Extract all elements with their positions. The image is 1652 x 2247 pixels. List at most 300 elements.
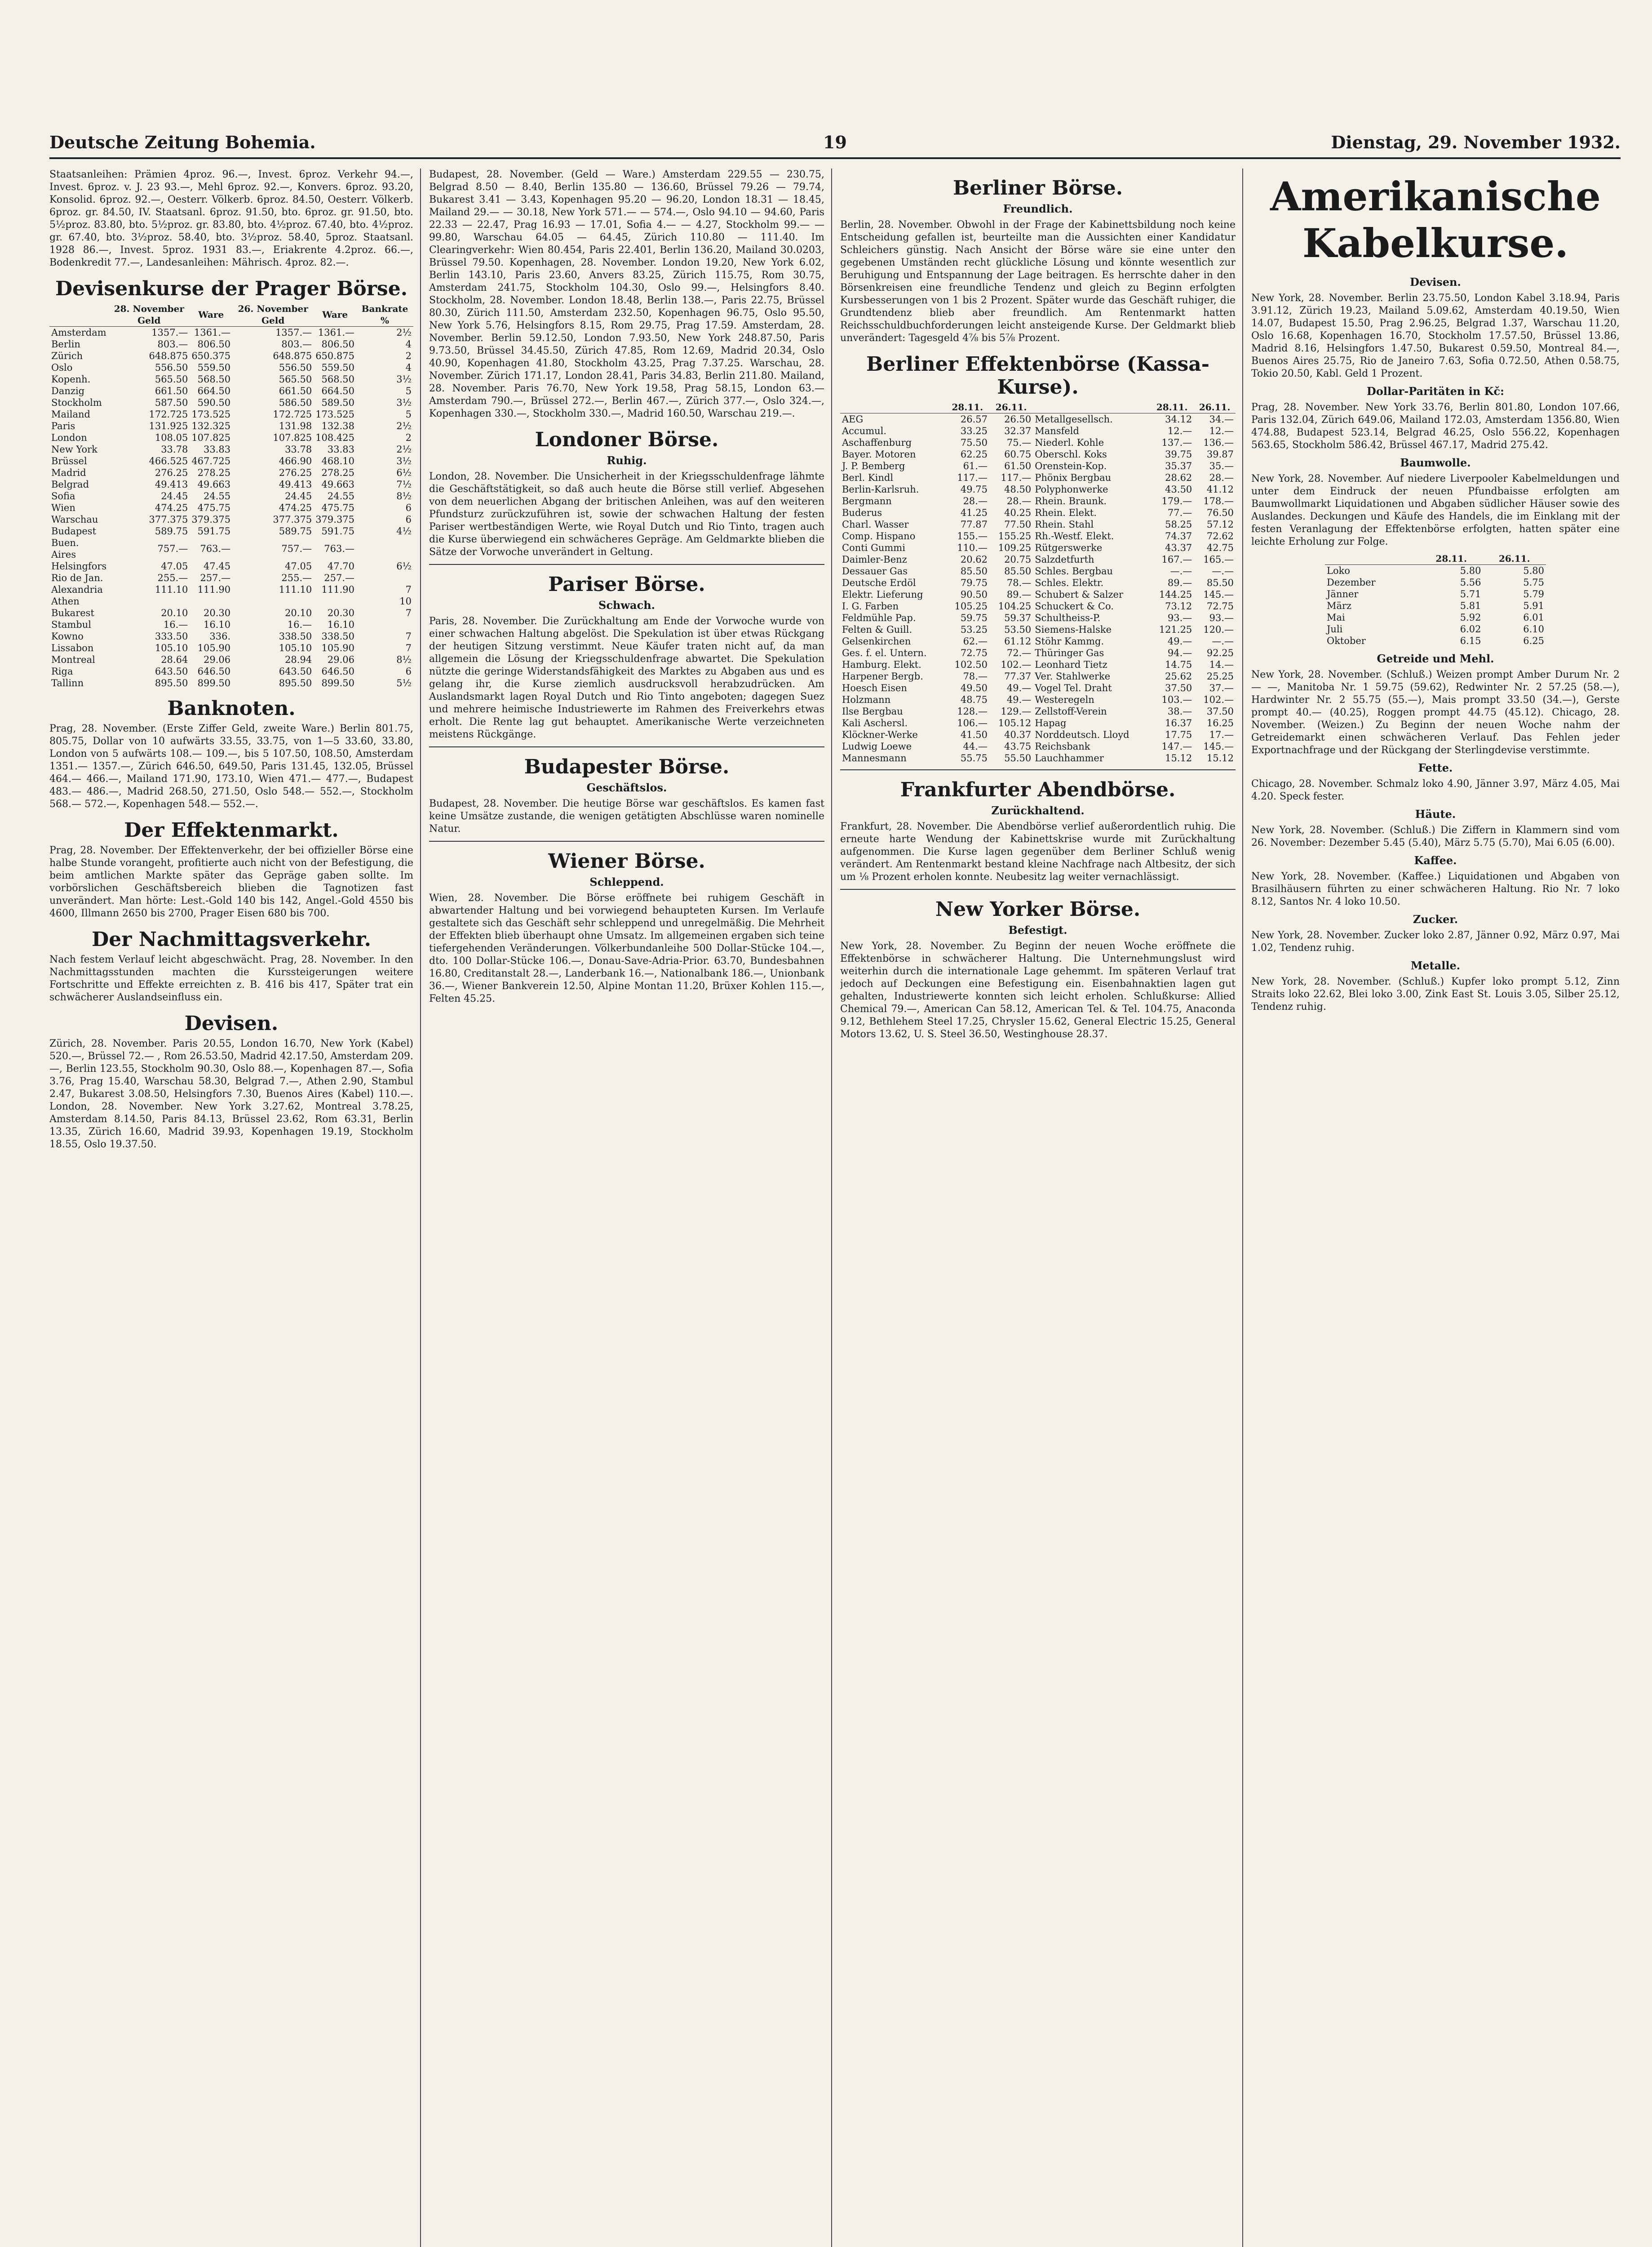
table-cell: 24.55 bbox=[327, 491, 355, 502]
table-cell: Lissabon bbox=[51, 643, 94, 653]
table-cell: 14.— bbox=[1209, 659, 1234, 670]
table-cell: 59.75 bbox=[960, 613, 988, 623]
auslandsdevisen-text: Budapest, 28. November. (Geld — Ware.) Amsterdam 229.55 — 230.75, Belgrad 8.50 — 8.40, Berlin 135.80 — 136.60, Brüssel 79.26 — 79.74, Bukarest 3.41 — 3.43, Kopenhagen 95.20 — 96.20, London 18.31 — 18.45, Mailand 29.— — 30.18, New York 571.— — 574.—, Oslo 94.10 — 94.60, Paris 22.33 — 22.47, Prag 16.93 — 17.01, Sofia 4.— — 4.27, Stockholm 99.— — 99.80, Warschau 64.05 — 64.45, Zürich 110.80 — 111.40. Im Clearingverkehr: Wien 80.454, Paris 22.401, Berlin 136.20, Mailand 30.0203, Brüssel 79.50. Kopenhagen, 28. November. London 19.20, New York 6.02, Berlin 143.10, Paris 23.60, Anvers 83.25, Zürich 115.75, Rom 30.75, Amsterdam 241.75, Stockholm 104.30, Oslo 99.—, Helsingfors 8.40. Stockholm, 28. November. London 18.48, Berlin 138.—, Paris 22.75, Brüssel 80.30, Zürich 111.50, Amsterdam 232.50, Kopenhagen 96.75, Oslo 95.50, New York 5.76, Helsingfors 8.15, Rom 29.75, Prag 17.59. Amsterdam, 28. November. Berlin 59.12.50, London 7.93.50, New York 248.87.50, Paris 9.73.50, Brüssel 34.45.50, Zürich 47.85, Rom 12.69, Madrid 20.34, Oslo 40.90, Kopenhagen 41.80, Stockholm 43.25, Prag 7.37.25. Warschau, 28. November. Zürich 171.17, London 28.41, Paris 34.83, Berlin 211.80. Mailand, 28. November. Paris 76.70, New York 19.58, Prag 58.15, London 63.— Amsterdam 790.—, Brüssel 272.—, Berlin 467.—, Zürich 377.—, Oslo 324.—, Kopenhagen 330.—, Stockholm 330.—, Madrid 160.50, Warschau 219.—. bbox=[429, 169, 824, 419]
rate-row bbox=[49, 502, 413, 514]
table-cell: 5.80 bbox=[1460, 565, 1481, 576]
table-cell: Tallinn bbox=[51, 678, 84, 688]
table-cell: 6.15 bbox=[1460, 635, 1481, 646]
table-cell: 3½ bbox=[396, 456, 412, 466]
table-cell: 131.925 bbox=[149, 421, 188, 431]
table-cell: 895.50 bbox=[155, 678, 188, 688]
table-cell: Sofia bbox=[51, 491, 75, 502]
table-cell: Bukarest bbox=[51, 608, 94, 618]
table-cell: 648.875 bbox=[273, 351, 312, 361]
table-cell: Gelsenkirchen bbox=[842, 636, 911, 647]
table-cell: Bergmann bbox=[842, 496, 892, 506]
table-cell: 178.— bbox=[1203, 496, 1234, 506]
table-cell: 110.— bbox=[957, 542, 988, 553]
table-cell: 5 bbox=[405, 386, 412, 396]
table-cell: Conti Gummi bbox=[842, 542, 905, 553]
table-cell: 16.37 bbox=[1165, 718, 1192, 728]
table-cell: Schultheiss-P. bbox=[1035, 613, 1101, 623]
table-cell: 565.50 bbox=[279, 374, 312, 385]
rate-row bbox=[49, 514, 413, 525]
table-cell: 105.10 bbox=[279, 643, 312, 653]
table-cell: 108.05 bbox=[155, 432, 188, 443]
column-header: 26. November Geld bbox=[232, 303, 314, 327]
metalle-subheading: Metalle. bbox=[1410, 959, 1461, 972]
table-cell: 77.37 bbox=[1004, 671, 1032, 682]
table-cell: 7 bbox=[405, 584, 412, 595]
stock-row bbox=[840, 682, 1236, 694]
table-cell: Hoesch Eisen bbox=[842, 683, 907, 693]
rate-row bbox=[49, 537, 413, 560]
rate-row bbox=[49, 373, 413, 385]
table-cell: Harpener Bergb. bbox=[842, 671, 923, 682]
paritaeten-subheading: Dollar-Paritäten in Kč: bbox=[1367, 385, 1504, 398]
stock-row bbox=[840, 600, 1236, 612]
table-cell: Kowno bbox=[51, 631, 84, 642]
stock-price-table bbox=[840, 401, 1236, 764]
table-cell: 49.413 bbox=[279, 479, 312, 490]
table-cell: 111.90 bbox=[197, 584, 231, 595]
table-cell: 20.75 bbox=[1004, 554, 1032, 565]
stock-row bbox=[840, 694, 1236, 706]
table-cell: 899.50 bbox=[321, 678, 355, 688]
table-cell: Rh.-Westf. Elekt. bbox=[1035, 531, 1114, 542]
table-cell: 53.25 bbox=[960, 624, 988, 635]
london-tendency: Ruhig. bbox=[607, 454, 647, 467]
table-cell: Bayer. Motoren bbox=[842, 449, 916, 460]
table-cell: 165.— bbox=[1203, 554, 1234, 565]
table-cell: 14.75 bbox=[1165, 659, 1192, 670]
table-cell: J. P. Bemberg bbox=[842, 461, 905, 471]
wien-text: Wien, 28. November. Die Börse eröffnete bei ruhigem Geschäft in abwartender Haltung und bei vorwiegend behaupteten Kursen. Im Verlaufe gestaltete sich das Geschäft sehr schleppend und unregelmäßig. Die Mehrheit der Effekten blieb überhaupt ohne Umsatz. Im allgemeinen ergaben sich teine tiefergehenden Veränderungen. Völkerbundanleihe 500 Dollar-Stücke 104.—, dto. 100 Dollar-Stücke 106.—, Donau-Save-Adria-Prior. 63.70, Bundesbahnen 16.80, Creditanstalt 28.—, Landerbank 16.—, Nationalbank 186.—, Unionbank 36.—, Wiener Bankverein 12.50, Alpine Montan 11.20, Brüxer Kohlen 115.—, Felten 45.25. bbox=[429, 893, 824, 1004]
table-cell: Oslo bbox=[51, 362, 73, 373]
wien-tendency: Schleppend. bbox=[589, 875, 664, 888]
table-cell: 587.50 bbox=[155, 397, 188, 408]
table-cell: I. G. Farben bbox=[842, 601, 899, 612]
table-cell: 648.875 bbox=[149, 351, 188, 361]
stock-row bbox=[840, 425, 1236, 437]
table-cell: 28.64 bbox=[161, 654, 188, 665]
table-cell: 565.50 bbox=[155, 374, 188, 385]
table-cell: 105.90 bbox=[197, 643, 231, 653]
rate-row bbox=[49, 467, 413, 479]
table-cell: 105.10 bbox=[155, 643, 188, 653]
table-cell: März bbox=[1327, 600, 1352, 611]
table-cell: 25.62 bbox=[1165, 671, 1192, 682]
stock-row bbox=[840, 554, 1236, 565]
table-cell: AEG bbox=[842, 414, 864, 425]
table-cell: 589.75 bbox=[279, 526, 312, 537]
stock-row bbox=[840, 706, 1236, 717]
table-cell: 5.80 bbox=[1523, 565, 1544, 576]
table-cell: 167.— bbox=[1161, 554, 1192, 565]
london-text: London, 28. November. Die Unsicherheit in der Kriegsschuldenfrage lähmte die Geschäftstätigkeit, so daß auch heute die Börse still verlief. Abgesehen von dem neuerlichen Abgang der britischen Anleihen, was auf den weiteren Pfundsturz zurückzuführen ist, sowie der schwachen Haltung der festen Pariser wertbeständigen Werte, wie Royal Dutch und Rio Tinto, tragen auch die Kurse überwiegend ein schwächeres Gepräge. Am Geldmarkte blieben die Sätze der Vorwoche unverändert in Geltung. bbox=[429, 471, 824, 558]
table-cell: Schuckert & Co. bbox=[1035, 601, 1114, 612]
table-cell: 3½ bbox=[396, 374, 412, 385]
table-cell: 17.75 bbox=[1165, 729, 1192, 740]
table-cell: Polyphonwerke bbox=[1035, 484, 1108, 495]
table-cell: 102.— bbox=[1001, 659, 1032, 670]
table-cell: 117.— bbox=[1001, 472, 1032, 483]
table-cell: 109.25 bbox=[998, 542, 1032, 553]
table-cell: 5½ bbox=[396, 678, 412, 688]
table-cell: Stöhr Kammg. bbox=[1035, 636, 1104, 647]
table-cell: 4½ bbox=[396, 526, 412, 537]
rate-row bbox=[49, 327, 413, 339]
table-cell: Rütgerswerke bbox=[1035, 542, 1103, 553]
table-cell: 559.50 bbox=[197, 362, 231, 373]
table-cell: Zürich bbox=[51, 351, 83, 361]
table-cell: 85.50 bbox=[1206, 577, 1234, 588]
column-header: 26.11. bbox=[989, 401, 1033, 413]
table-cell: 803.— bbox=[281, 339, 312, 350]
column-header: 26.11. bbox=[1483, 553, 1546, 565]
table-cell: 72.75 bbox=[1206, 601, 1234, 612]
table-cell: 49.— bbox=[1006, 683, 1032, 693]
table-cell: 33.25 bbox=[960, 426, 988, 436]
table-cell: 85.50 bbox=[1004, 566, 1032, 577]
table-cell bbox=[356, 537, 413, 560]
table-cell: 474.25 bbox=[155, 502, 188, 513]
effektenmarkt-text: Prag, 28. November. Der Effektenverkehr, der bei offizieller Börse eine halbe Stunde vorangeht, profitierte auch nicht von der Befestigung, die beim amtlichen Markte später das Gepräge gaben sollte. Im vorbörslichen Geschäftsbereich blieben die Tagnotizen fast unverändert. Man hörte: Lest.-Gold 140 bis 142, Angel.-Gold 4550 bis 4600, Illmann 2650 bis 2700, Prager Eisen 680 bis 700. bbox=[49, 845, 413, 919]
table-cell: 17.— bbox=[1209, 729, 1234, 740]
zucker-subheading: Zucker. bbox=[1413, 913, 1458, 926]
table-cell: 61.12 bbox=[1004, 636, 1032, 647]
table-cell: 556.50 bbox=[155, 362, 188, 373]
table-cell: 474.25 bbox=[279, 502, 312, 513]
table-cell: 102.— bbox=[1203, 694, 1234, 705]
table-cell: Rio de Jan. bbox=[51, 573, 103, 583]
table-cell: 257.— bbox=[324, 573, 355, 583]
table-cell: 7 bbox=[405, 631, 412, 642]
table-cell: 475.75 bbox=[197, 502, 231, 513]
table-cell: Dessauer Gas bbox=[842, 566, 908, 577]
table-cell: 7½ bbox=[396, 479, 412, 490]
table-cell: 475.75 bbox=[321, 502, 355, 513]
table-cell: Phönix Bergbau bbox=[1035, 472, 1112, 483]
table-cell: Westeregeln bbox=[1035, 694, 1094, 705]
stock-row bbox=[840, 577, 1236, 589]
column-1 bbox=[49, 169, 413, 2247]
rate-row bbox=[49, 338, 413, 350]
table-cell: Schles. Elektr. bbox=[1035, 577, 1104, 588]
stock-row bbox=[840, 624, 1236, 635]
table-cell: Kopenh. bbox=[51, 374, 91, 385]
heading-devisen: Devisen. bbox=[184, 1012, 279, 1035]
table-cell: Athen bbox=[51, 596, 80, 607]
table-cell: 338.50 bbox=[321, 631, 355, 642]
stock-row bbox=[840, 752, 1236, 764]
table-cell: 103.— bbox=[1161, 694, 1192, 705]
table-cell: Niederl. Kohle bbox=[1035, 437, 1104, 448]
table-cell: 661.50 bbox=[155, 386, 188, 396]
rate-row bbox=[49, 490, 413, 502]
table-cell: 132.38 bbox=[321, 421, 355, 431]
table-cell: 559.50 bbox=[321, 362, 355, 373]
table-cell: 73.12 bbox=[1165, 601, 1192, 612]
stock-row bbox=[840, 741, 1236, 752]
stock-row bbox=[840, 671, 1236, 682]
table-cell: Stambul bbox=[51, 619, 91, 630]
table-cell bbox=[232, 595, 314, 607]
rate-row bbox=[49, 409, 413, 420]
table-cell: 2 bbox=[405, 432, 412, 443]
table-cell: 1357.— bbox=[151, 327, 188, 338]
table-cell: 155.25 bbox=[998, 531, 1032, 542]
baumwolle-text: New York, 28. November. Auf niedere Liverpooler Kabelmeldungen und unter dem Eindruck der neuen Pfundbaisse erfolgten am Baumwollmarkt Liquidationen und Abgaben südlicher Häuser sowie des Auslandes. Deckungen und Käufe des Handels, die im Einklang mit der festen Veranlagung der Effektenbörse erfolgten, hatten später eine leichte Erholung zur Folge. bbox=[1251, 473, 1620, 547]
table-cell: 78.— bbox=[963, 671, 988, 682]
table-cell: 556.50 bbox=[279, 362, 312, 373]
table-cell: 26.57 bbox=[960, 414, 988, 425]
table-cell: 466.525 bbox=[149, 456, 188, 466]
table-cell: Salzdetfurth bbox=[1035, 554, 1094, 565]
budapest-tendency: Geschäftslos. bbox=[586, 781, 667, 794]
table-cell: 40.25 bbox=[1004, 507, 1032, 518]
table-cell: New York bbox=[51, 444, 97, 455]
table-cell: 2 bbox=[405, 351, 412, 361]
table-cell: 650.875 bbox=[315, 351, 355, 361]
fette-subheading: Fette. bbox=[1418, 761, 1453, 774]
table-cell: 172.725 bbox=[273, 409, 312, 420]
table-cell: 650.375 bbox=[191, 351, 231, 361]
table-cell: 28.— bbox=[963, 496, 988, 506]
table-cell: 643.50 bbox=[279, 666, 312, 677]
table-cell: 107.825 bbox=[273, 432, 312, 443]
table-cell: 895.50 bbox=[279, 678, 312, 688]
table-cell: 757.— bbox=[157, 543, 188, 554]
table-cell: 38.— bbox=[1167, 706, 1192, 717]
cotton-row bbox=[1325, 612, 1546, 623]
table-cell: 111.10 bbox=[155, 584, 188, 595]
table-cell bbox=[190, 595, 232, 607]
table-cell: 72.75 bbox=[960, 648, 988, 658]
table-cell: 42.75 bbox=[1206, 542, 1234, 553]
table-cell: 7 bbox=[405, 643, 412, 653]
table-cell: Klöckner-Werke bbox=[842, 729, 918, 740]
table-cell: 39.75 bbox=[1165, 449, 1192, 460]
table-cell: Budapest bbox=[51, 526, 97, 537]
stock-row bbox=[840, 589, 1236, 600]
cotton-row bbox=[1325, 600, 1546, 612]
table-cell: Mailand bbox=[51, 409, 90, 420]
column-header: Ware bbox=[190, 303, 232, 327]
rate-row bbox=[49, 572, 413, 584]
table-cell: 47.05 bbox=[285, 561, 312, 572]
table-cell: Siemens-Halske bbox=[1035, 624, 1112, 635]
table-cell: 466.90 bbox=[279, 456, 312, 466]
rate-row bbox=[49, 560, 413, 572]
table-cell: 6.25 bbox=[1523, 635, 1544, 646]
kaffee-subheading: Kaffee. bbox=[1414, 854, 1457, 867]
table-cell: 44.— bbox=[963, 741, 988, 752]
table-cell: Schubert & Salzer bbox=[1035, 589, 1124, 600]
heading-banknoten: Banknoten. bbox=[167, 697, 296, 720]
stock-row bbox=[840, 530, 1236, 542]
table-cell: 379.375 bbox=[315, 514, 355, 525]
table-cell: —.— bbox=[1212, 566, 1234, 577]
table-cell: 26.50 bbox=[1004, 414, 1032, 425]
table-cell: 591.75 bbox=[197, 526, 231, 537]
table-cell: 47.05 bbox=[161, 561, 188, 572]
table-cell: Vogel Tel. Draht bbox=[1035, 683, 1112, 693]
table-cell: 643.50 bbox=[155, 666, 188, 677]
table-cell: 33.78 bbox=[285, 444, 312, 455]
table-cell: Ludwig Loewe bbox=[842, 741, 912, 752]
table-cell: 41.12 bbox=[1206, 484, 1234, 495]
table-cell: 173.525 bbox=[315, 409, 355, 420]
table-cell: 47.70 bbox=[327, 561, 355, 572]
table-cell: 48.75 bbox=[960, 694, 988, 705]
table-cell: 105.25 bbox=[954, 601, 988, 612]
table-cell: 377.375 bbox=[149, 514, 188, 525]
table-cell: 128.— bbox=[957, 706, 988, 717]
table-cell: 49.75 bbox=[960, 484, 988, 495]
table-cell: 377.375 bbox=[273, 514, 312, 525]
table-cell: Warschau bbox=[51, 514, 98, 525]
table-cell: 120.— bbox=[1203, 624, 1234, 635]
table-cell: 179.— bbox=[1161, 496, 1192, 506]
column-header bbox=[49, 303, 108, 327]
table-cell: 255.— bbox=[157, 573, 188, 583]
column-header: 28.11. bbox=[946, 401, 989, 413]
berlin-tendency: Freundlich. bbox=[1003, 202, 1073, 215]
column-header bbox=[840, 401, 946, 413]
table-cell: Helsingfors bbox=[51, 561, 107, 572]
table-cell: 121.25 bbox=[1159, 624, 1192, 635]
column-3 bbox=[840, 169, 1236, 2247]
table-cell: Paris bbox=[51, 421, 75, 431]
kaffee-text: New York, 28. November. (Kaffee.) Liquidationen und Abgaben von Brasilhäusern führten zu einer schwächeren Haltung. Rio Nr. 7 loko 8.12, Santos Nr. 4 loko 10.50. bbox=[1251, 871, 1620, 907]
table-cell: 108.425 bbox=[315, 432, 355, 443]
table-cell: 28.94 bbox=[285, 654, 312, 665]
table-cell: —.— bbox=[1212, 636, 1234, 647]
table-cell: Hamburg. Elekt. bbox=[842, 659, 921, 670]
table-cell: 58.25 bbox=[1165, 519, 1192, 530]
table-cell: 763.— bbox=[324, 543, 355, 554]
table-cell: 5.81 bbox=[1460, 600, 1481, 611]
table-cell: Juli bbox=[1327, 624, 1343, 635]
table-cell: 257.— bbox=[200, 573, 231, 583]
table-cell: 93.— bbox=[1209, 613, 1234, 623]
table-cell: Rhein. Stahl bbox=[1035, 519, 1094, 530]
table-cell: 77.— bbox=[1167, 507, 1192, 518]
table-cell: 104.25 bbox=[998, 601, 1032, 612]
table-cell: 586.50 bbox=[279, 397, 312, 408]
heading-new-yorker-boerse: New Yorker Börse. bbox=[935, 898, 1141, 921]
table-cell: 33.83 bbox=[327, 444, 355, 455]
table-cell: 2½ bbox=[396, 444, 412, 455]
table-cell: 467.725 bbox=[191, 456, 231, 466]
table-cell: Lauchhammer bbox=[1035, 753, 1104, 764]
table-cell: —.— bbox=[1170, 566, 1192, 577]
staatsanleihen-text: Staatsanleihen: Prämien 4proz. 96.—, Invest. 6proz. Verkehr 94.—, Invest. 6proz. v. J. 23 93.—, Mehl 6proz. 92.—, Konvers. 6proz. 93.20, Konsolid. 6proz. 92.—, Oesterr. Völkerb. 6proz. 84.50, Oesterr. Völkerb. 6proz. gr. 84.50, IV. Staatsanl. 6proz. 91.50, bto. 6proz. gr. 91.50, bto. 5½proz. 83.80, bto. 5½proz. gr. 83.80, bto. 4½proz. 67.40, bto. 4½proz. gr. 67.40, bto. 3½proz. 58.40, bto. 3½proz. 58.40, 5proz. Staatsanl. 1928 86.—, Invest. 5proz. 1931 83.—, Eriakrente 4.2proz. 66.—, Bodenkredit 77.—, Landesanleihen: Mährisch. 4proz. 82.—. bbox=[49, 169, 413, 268]
table-cell: 34.— bbox=[1209, 414, 1234, 425]
table-cell: 6½ bbox=[396, 561, 412, 572]
table-cell: Charl. Wasser bbox=[842, 519, 909, 530]
cotton-price-table bbox=[1325, 553, 1546, 647]
cotton-row bbox=[1325, 588, 1546, 600]
table-cell: 16.10 bbox=[204, 619, 231, 630]
table-cell: 2½ bbox=[396, 421, 412, 431]
table-cell: Brüssel bbox=[51, 456, 87, 466]
table-cell: London bbox=[51, 432, 87, 443]
table-cell: Amsterdam bbox=[51, 327, 106, 338]
table-cell: 5.92 bbox=[1460, 612, 1481, 623]
table-cell: 6 bbox=[405, 514, 412, 525]
table-cell: 5 bbox=[405, 409, 412, 420]
table-cell: 106.— bbox=[957, 718, 988, 728]
table-cell: 10 bbox=[399, 596, 412, 607]
table-cell: 338.50 bbox=[279, 631, 312, 642]
table-cell: Belgrad bbox=[51, 479, 89, 490]
table-cell: Zellstoff-Verein bbox=[1035, 706, 1107, 717]
table-cell: Aschaffenburg bbox=[842, 437, 912, 448]
column-header bbox=[1033, 401, 1150, 413]
table-cell: 15.12 bbox=[1206, 753, 1234, 764]
table-cell: Feldmühle Pap. bbox=[842, 613, 916, 623]
table-cell: 60.75 bbox=[1004, 449, 1032, 460]
table-cell: 5.79 bbox=[1523, 589, 1544, 599]
rate-row bbox=[49, 666, 413, 677]
heading-kabelkurse: Amerikanische Kabelkurse. bbox=[1270, 173, 1601, 266]
table-cell: Mansfeld bbox=[1035, 426, 1079, 436]
table-cell: 49.50 bbox=[960, 683, 988, 693]
table-cell: 53.50 bbox=[1004, 624, 1032, 635]
table-cell: 8½ bbox=[396, 491, 412, 502]
table-cell: 49.— bbox=[1006, 694, 1032, 705]
rate-row bbox=[49, 654, 413, 666]
column-divider bbox=[420, 169, 421, 2247]
table-cell: Elektr. Lieferung bbox=[842, 589, 923, 600]
metalle-text: New York, 28. November. (Schluß.) Kupfer loko prompt 5.12, Zinn Straits loko 22.62, Blei loko 3.00, Zink East St. Louis 3.05, Silber 25.12, Tendenz ruhig. bbox=[1251, 976, 1620, 1012]
table-cell: 4 bbox=[405, 362, 412, 373]
table-cell: 89.— bbox=[1006, 589, 1032, 600]
table-cell: Ges. f. el. Untern. bbox=[842, 648, 927, 658]
table-cell: Madrid bbox=[51, 467, 86, 478]
stock-row bbox=[840, 729, 1236, 741]
table-cell: 468.10 bbox=[321, 456, 355, 466]
table-cell: 2½ bbox=[396, 327, 412, 338]
table-cell: 25.25 bbox=[1206, 671, 1234, 682]
table-cell: 20.10 bbox=[161, 608, 188, 618]
table-cell: 568.50 bbox=[197, 374, 231, 385]
table-cell: Felten & Guill. bbox=[842, 624, 912, 635]
table-cell: 6 bbox=[405, 502, 412, 513]
section-divider bbox=[429, 746, 824, 747]
rate-row bbox=[49, 350, 413, 362]
table-cell: 12.— bbox=[1167, 426, 1192, 436]
column-divider bbox=[1242, 169, 1243, 2247]
table-cell: 589.75 bbox=[155, 526, 188, 537]
table-cell: 117.— bbox=[957, 472, 988, 483]
table-cell: 591.75 bbox=[321, 526, 355, 537]
banknoten-text: Prag, 28. November. (Erste Ziffer Geld, zweite Ware.) Berlin 801.75, 805.75, Dollar von 10 aufwärts 33.55, 33.75, von 1—5 33.60, 33.80, London von 5 aufwärts 108.— 109.—, bis 5 107.50, 108.50, Amsterdam 1351.— 1357.—, Zürich 646.50, 649.50, Paris 131.45, 132.05, Brüssel 464.— 466.—, Mailand 171.90, 173.10, Wien 471.— 477.—, Budapest 483.— 486.—, Madrid 268.50, 271.50, Oslo 548.— 552.—, Stockholm 568.— 572.—, Kopenhagen 548.— 552.—. bbox=[49, 723, 413, 810]
rate-row bbox=[49, 584, 413, 595]
table-cell bbox=[314, 595, 356, 607]
table-cell: 278.25 bbox=[321, 467, 355, 478]
table-cell: 49.663 bbox=[197, 479, 231, 490]
table-cell: 28.62 bbox=[1165, 472, 1192, 483]
rate-row bbox=[49, 455, 413, 467]
table-cell: 28.— bbox=[1209, 472, 1234, 483]
table-cell: 803.— bbox=[157, 339, 188, 350]
table-cell: 155.— bbox=[957, 531, 988, 542]
table-cell: 72.— bbox=[1006, 648, 1032, 658]
table-cell: Loko bbox=[1327, 565, 1350, 576]
